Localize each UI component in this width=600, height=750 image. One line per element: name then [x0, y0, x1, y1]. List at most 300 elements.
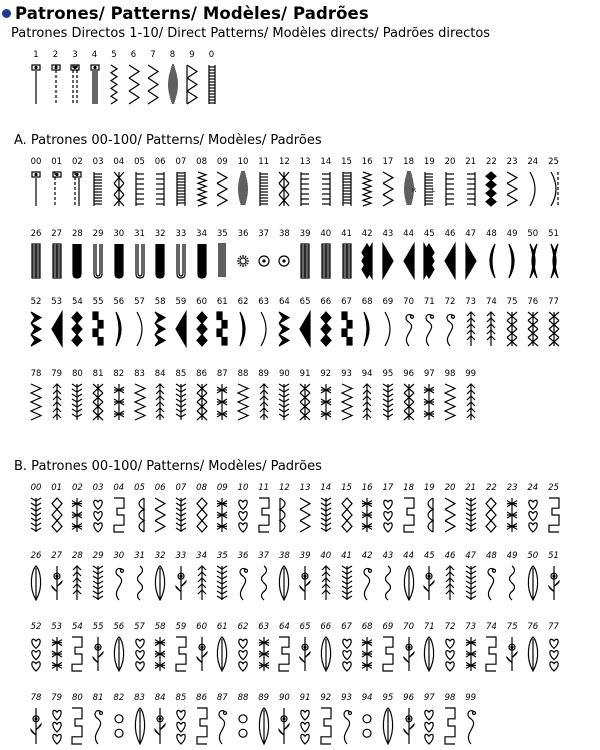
a-stitch-pattern-60-icon [196, 312, 208, 346]
b-stitch-pattern-94-icon [361, 708, 373, 744]
a-stitch-pattern-50-icon [527, 244, 539, 278]
b-stitch-pattern-15-icon [341, 498, 353, 532]
b-pattern-number: 46 [444, 551, 456, 561]
a-stitch-pattern-38-icon [278, 244, 290, 278]
b-pattern-number: 59 [175, 622, 187, 632]
a-stitch-pattern-80-icon [71, 384, 83, 420]
b-pattern-number: 97 [423, 693, 435, 703]
a-pattern-number: 16 [361, 157, 373, 167]
a-stitch-pattern-76-icon [527, 312, 539, 346]
a-stitch-pattern-36-icon [237, 244, 249, 278]
b-stitch-pattern-06-icon [154, 498, 166, 532]
b-stitch-pattern-56-icon [113, 637, 125, 671]
a-pattern-number: 01 [51, 157, 63, 167]
b-stitch-pattern-90-icon [278, 708, 290, 744]
a-pattern-number: 53 [51, 297, 63, 307]
a-stitch-pattern-41-icon [341, 244, 353, 278]
b-pattern-number: 94 [361, 693, 373, 703]
a-stitch-pattern-68-icon [361, 312, 373, 346]
b-pattern-number: 61 [216, 622, 228, 632]
b-pattern-number: 37 [258, 551, 270, 561]
b-stitch-pattern-18-icon [403, 498, 415, 532]
a-stitch-pattern-82-icon [113, 384, 125, 420]
a-stitch-pattern-06-icon [154, 172, 166, 206]
a-stitch-pattern-33-icon [175, 244, 187, 278]
b-pattern-number: 27 [51, 551, 63, 561]
a-pattern-number: 95 [382, 369, 394, 379]
b-stitch-pattern-97-icon [423, 708, 435, 744]
a-pattern-number: 81 [92, 369, 104, 379]
b-pattern-number: 04 [113, 483, 125, 493]
a-stitch-pattern-16-icon [361, 172, 373, 206]
a-stitch-pattern-31-icon [134, 244, 146, 278]
a-stitch-pattern-75-icon [506, 312, 518, 346]
b-stitch-pattern-46-icon [444, 566, 456, 600]
b-stitch-pattern-61-icon [216, 637, 228, 671]
a-pattern-number: 19 [423, 157, 435, 167]
a-stitch-pattern-45-icon [423, 244, 435, 278]
b-stitch-pattern-68-icon [361, 637, 373, 671]
a-stitch-pattern-54-icon [71, 312, 83, 346]
a-pattern-number: 49 [506, 229, 518, 239]
b-pattern-number: 98 [444, 693, 456, 703]
b-pattern-number: 51 [548, 551, 559, 561]
a-pattern-number: 48 [485, 229, 497, 239]
b-stitch-pattern-45-icon [423, 566, 435, 600]
title-row [0, 2, 369, 24]
a-pattern-number: 39 [299, 229, 311, 239]
a-stitch-pattern-53-icon [51, 312, 63, 346]
b-stitch-pattern-01-icon [51, 498, 63, 532]
b-stitch-pattern-32-icon [154, 566, 166, 600]
a-pattern-number: 42 [361, 229, 373, 239]
a-pattern-number: 25 [548, 157, 559, 167]
a-stitch-pattern-61-icon [216, 312, 228, 346]
b-stitch-pattern-85-icon [175, 708, 187, 744]
direct-stitch-pattern-3-icon [69, 65, 81, 104]
a-pattern-number: 45 [423, 229, 435, 239]
a-stitch-pattern-83-icon [134, 384, 146, 420]
b-pattern-number: 58 [154, 622, 166, 632]
a-stitch-pattern-77-icon [548, 312, 560, 346]
b-pattern-number: 39 [299, 551, 311, 561]
b-stitch-pattern-43-icon [382, 566, 394, 600]
a-pattern-number: 08 [196, 157, 207, 167]
a-stitch-pattern-47-icon [465, 244, 477, 278]
a-pattern-number: 71 [423, 297, 435, 307]
b-stitch-pattern-82-icon [113, 708, 125, 744]
a-pattern-number: 07 [175, 157, 187, 167]
a-pattern-number: 73 [465, 297, 477, 307]
a-stitch-pattern-11-icon [258, 172, 270, 206]
a-pattern-number: 47 [465, 229, 477, 239]
a-pattern-number: 82 [113, 369, 125, 379]
b-stitch-pattern-79-icon [51, 708, 63, 744]
b-stitch-pattern-99-icon [465, 708, 477, 744]
a-pattern-number: 12 [278, 157, 290, 167]
a-pattern-number: 83 [134, 369, 145, 379]
b-stitch-pattern-63-icon [258, 637, 270, 671]
b-pattern-number: 52 [30, 622, 42, 632]
b-stitch-pattern-11-icon [258, 498, 270, 532]
a-pattern-number: 28 [71, 229, 83, 239]
b-stitch-pattern-16-icon [361, 498, 373, 532]
a-pattern-number: 35 [216, 229, 228, 239]
b-stitch-pattern-59-icon [175, 637, 187, 671]
direct-stitch-pattern-2-icon [50, 65, 62, 104]
b-pattern-number: 07 [175, 483, 187, 493]
a-stitch-pattern-97-icon [423, 384, 435, 420]
b-stitch-pattern-83-icon [134, 708, 146, 744]
a-stitch-pattern-32-icon [154, 244, 166, 278]
a-stitch-pattern-49-icon [506, 244, 518, 278]
b-stitch-pattern-22-icon [485, 498, 497, 532]
a-stitch-pattern-39-icon [299, 244, 311, 278]
a-stitch-pattern-59-icon [175, 312, 187, 346]
a-pattern-number: 14 [320, 157, 332, 167]
b-stitch-pattern-54-icon [71, 637, 83, 671]
a-pattern-number: 51 [548, 229, 559, 239]
a-pattern-number: 56 [113, 297, 125, 307]
b-stitch-pattern-58-icon [154, 637, 166, 671]
b-pattern-number: 69 [382, 622, 394, 632]
a-pattern-number: 55 [92, 297, 104, 307]
b-pattern-number: 05 [134, 483, 145, 493]
b-pattern-number: 41 [341, 551, 352, 561]
b-pattern-number: 64 [278, 622, 290, 632]
a-pattern-number: 17 [382, 157, 394, 167]
b-stitch-pattern-28-icon [71, 566, 83, 600]
b-pattern-number: 55 [92, 622, 104, 632]
b-stitch-pattern-05-icon [134, 498, 146, 532]
b-stitch-pattern-92-icon [320, 708, 332, 744]
a-pattern-number: 79 [51, 369, 63, 379]
a-stitch-pattern-21-icon [465, 172, 477, 206]
b-stitch-pattern-60-icon [196, 637, 208, 671]
a-stitch-pattern-01-icon [51, 172, 63, 206]
a-stitch-pattern-73-icon [465, 312, 477, 346]
b-pattern-number: 17 [382, 483, 394, 493]
a-pattern-number: 57 [134, 297, 145, 307]
a-pattern-number: 05 [134, 157, 145, 167]
b-stitch-pattern-07-icon [175, 498, 187, 532]
a-stitch-pattern-51-icon [548, 244, 560, 278]
b-stitch-pattern-20-icon [444, 498, 456, 532]
direct-pattern-number: 6 [130, 50, 137, 60]
b-pattern-number: 54 [71, 622, 83, 632]
b-stitch-pattern-02-icon [71, 498, 83, 532]
b-stitch-pattern-98-icon [444, 708, 456, 744]
b-stitch-pattern-25-icon [548, 498, 560, 532]
a-stitch-pattern-05-icon [134, 172, 146, 206]
direct-stitch-pattern-6-icon [128, 65, 140, 104]
section-b-heading: B. Patrones 00-100/ Patterns/ Modèles/ Padrões [14, 459, 322, 474]
a-stitch-pattern-84-icon [154, 384, 166, 420]
b-pattern-number: 26 [30, 551, 42, 561]
b-pattern-number: 14 [320, 483, 332, 493]
b-stitch-pattern-96-icon [403, 708, 415, 744]
direct-pattern-number: 7 [150, 50, 156, 60]
a-stitch-pattern-02-icon [71, 172, 83, 206]
b-pattern-number: 23 [506, 483, 518, 493]
direct-pattern-number: 0 [208, 50, 215, 60]
b-stitch-pattern-48-icon [485, 566, 497, 600]
b-stitch-pattern-86-icon [196, 708, 208, 744]
b-pattern-number: 93 [341, 693, 352, 703]
b-pattern-number: 85 [175, 693, 187, 703]
a-pattern-number: 41 [341, 229, 352, 239]
b-pattern-number: 18 [403, 483, 414, 493]
a-stitch-pattern-35-icon [216, 244, 228, 278]
a-stitch-pattern-89-icon [258, 384, 270, 420]
b-pattern-number: 43 [382, 551, 394, 561]
a-pattern-number: 89 [258, 369, 270, 379]
b-pattern-number: 83 [134, 693, 145, 703]
b-stitch-pattern-89-icon [258, 708, 270, 744]
b-pattern-number: 20 [444, 483, 456, 493]
a-stitch-pattern-07-icon [175, 172, 187, 206]
b-pattern-number: 30 [113, 551, 125, 561]
b-pattern-number: 25 [548, 483, 559, 493]
a-stitch-pattern-62-icon [237, 312, 249, 346]
b-pattern-number: 72 [444, 622, 456, 632]
b-pattern-number: 34 [196, 551, 207, 561]
b-stitch-pattern-03-icon [92, 498, 104, 532]
direct-pattern-number: 9 [189, 50, 195, 60]
b-stitch-pattern-74-icon [485, 637, 497, 671]
b-stitch-pattern-35-icon [216, 566, 228, 600]
a-pattern-number: 23 [506, 157, 518, 167]
a-pattern-number: 43 [382, 229, 394, 239]
b-pattern-number: 70 [403, 622, 414, 632]
a-pattern-number: 64 [278, 297, 290, 307]
b-stitch-pattern-66-icon [320, 637, 332, 671]
a-pattern-number: 70 [403, 297, 414, 307]
b-stitch-pattern-14-icon [320, 498, 332, 532]
a-pattern-number: 10 [237, 157, 249, 167]
direct-pattern-number: 1 [33, 50, 39, 60]
a-pattern-number: 76 [527, 297, 539, 307]
b-pattern-number: 82 [113, 693, 125, 703]
a-stitch-pattern-99-icon [465, 384, 477, 420]
b-stitch-pattern-12-icon [278, 498, 290, 532]
b-pattern-number: 13 [299, 483, 311, 493]
a-stitch-pattern-94-icon [361, 384, 373, 420]
b-stitch-pattern-50-icon [527, 566, 539, 600]
a-stitch-pattern-95-icon [382, 384, 394, 420]
a-pattern-number: 37 [258, 229, 270, 239]
b-pattern-number: 29 [92, 551, 104, 561]
b-pattern-number: 22 [485, 483, 497, 493]
a-stitch-pattern-85-icon [175, 384, 187, 420]
b-pattern-number: 79 [51, 693, 63, 703]
a-stitch-pattern-98-icon [444, 384, 456, 420]
a-stitch-pattern-28-icon [71, 244, 83, 278]
b-stitch-pattern-78-icon [30, 708, 42, 744]
a-stitch-pattern-92-icon [320, 384, 332, 420]
b-pattern-number: 42 [361, 551, 373, 561]
b-stitch-pattern-42-icon [361, 566, 373, 600]
b-stitch-pattern-41-icon [341, 566, 353, 600]
b-stitch-pattern-75-icon [506, 637, 518, 671]
a-stitch-pattern-58-icon [154, 312, 166, 346]
b-pattern-number: 65 [299, 622, 311, 632]
a-stitch-pattern-52-icon [30, 312, 42, 346]
direct-pattern-number: 8 [169, 50, 176, 60]
b-stitch-pattern-80-icon [71, 708, 83, 744]
b-pattern-number: 84 [154, 693, 166, 703]
b-pattern-number: 71 [423, 622, 435, 632]
b-pattern-number: 03 [92, 483, 104, 493]
direct-stitch-pattern-1-icon [30, 65, 42, 104]
a-pattern-number: 09 [216, 157, 228, 167]
b-stitch-pattern-27-icon [51, 566, 63, 600]
a-pattern-number: 02 [71, 157, 83, 167]
b-stitch-pattern-69-icon [382, 637, 394, 671]
a-stitch-pattern-26-icon [30, 244, 42, 278]
a-stitch-pattern-18-icon [403, 172, 415, 206]
b-pattern-number: 40 [320, 551, 332, 561]
a-stitch-pattern-22-icon [485, 172, 497, 206]
direct-patterns-heading: Patrones Directos 1-10/ Direct Patterns/ Modèles directs/ Padrões directos [11, 26, 491, 41]
b-stitch-pattern-73-icon [465, 637, 477, 671]
b-pattern-number: 06 [154, 483, 166, 493]
b-stitch-pattern-52-icon [30, 637, 42, 671]
b-pattern-number: 33 [175, 551, 187, 561]
page-title: Patrones/ Patterns/ Modèles/ Padrões [15, 3, 369, 23]
b-stitch-pattern-39-icon [299, 566, 311, 600]
a-pattern-number: 20 [444, 157, 456, 167]
b-pattern-number: 88 [237, 693, 249, 703]
b-pattern-number: 11 [258, 483, 270, 493]
a-pattern-number: 91 [299, 369, 311, 379]
b-pattern-number: 10 [237, 483, 249, 493]
a-stitch-pattern-12-icon [278, 172, 290, 206]
b-stitch-pattern-57-icon [134, 637, 146, 671]
b-stitch-pattern-34-icon [196, 566, 208, 600]
a-pattern-number: 93 [341, 369, 352, 379]
b-stitch-pattern-71-icon [423, 637, 435, 671]
a-pattern-number: 11 [258, 157, 270, 167]
b-stitch-pattern-64-icon [278, 637, 290, 671]
b-stitch-pattern-53-icon [51, 637, 63, 671]
a-stitch-pattern-64-icon [278, 312, 290, 346]
a-stitch-pattern-43-icon [382, 244, 394, 278]
a-stitch-pattern-65-icon [299, 312, 311, 346]
b-pattern-number: 48 [485, 551, 497, 561]
b-stitch-pattern-04-icon [113, 498, 125, 532]
b-pattern-number: 24 [527, 483, 539, 493]
direct-stitch-pattern-8-icon [167, 65, 179, 104]
direct-stitch-pattern-7-icon [147, 65, 159, 104]
a-stitch-pattern-91-icon [299, 384, 311, 420]
a-pattern-number: 46 [444, 229, 456, 239]
b-stitch-pattern-62-icon [237, 637, 249, 671]
a-stitch-pattern-03-icon [92, 172, 104, 206]
b-stitch-pattern-19-icon [423, 498, 435, 532]
b-pattern-number: 50 [527, 551, 539, 561]
glyph-mark-label: R [411, 187, 416, 194]
b-stitch-pattern-76-icon [527, 637, 539, 671]
a-pattern-number: 26 [30, 229, 42, 239]
b-stitch-pattern-91-icon [299, 708, 311, 744]
direct-pattern-number: 5 [111, 50, 117, 60]
b-pattern-number: 80 [71, 693, 83, 703]
a-stitch-pattern-10-icon [237, 172, 249, 206]
a-pattern-number: 32 [154, 229, 166, 239]
a-stitch-pattern-56-icon [113, 312, 125, 346]
b-stitch-pattern-10-icon [237, 498, 249, 532]
a-stitch-pattern-90-icon [278, 384, 290, 420]
b-stitch-pattern-17-icon [382, 498, 394, 532]
b-pattern-number: 12 [278, 483, 290, 493]
bullet-icon [2, 9, 11, 18]
a-stitch-pattern-23-icon [506, 172, 518, 206]
section-a-heading: A. Patrones 00-100/ Patterns/ Modèles/ Padrões [14, 133, 322, 148]
a-pattern-number: 92 [320, 369, 332, 379]
b-pattern-number: 47 [465, 551, 477, 561]
a-pattern-number: 36 [237, 229, 249, 239]
b-stitch-pattern-38-icon [278, 566, 290, 600]
a-pattern-number: 84 [154, 369, 166, 379]
a-pattern-number: 80 [71, 369, 83, 379]
b-pattern-number: 92 [320, 693, 332, 703]
b-stitch-pattern-36-icon [237, 566, 249, 600]
b-stitch-pattern-70-icon [403, 637, 415, 671]
a-pattern-number: 15 [341, 157, 352, 167]
a-stitch-pattern-87-icon [216, 384, 228, 420]
b-pattern-number: 81 [92, 693, 104, 703]
b-pattern-number: 15 [341, 483, 352, 493]
a-pattern-number: 60 [196, 297, 207, 307]
b-pattern-number: 95 [382, 693, 394, 703]
b-pattern-number: 09 [216, 483, 228, 493]
a-stitch-pattern-34-icon [196, 244, 208, 278]
b-pattern-number: 63 [258, 622, 270, 632]
a-pattern-number: 69 [382, 297, 394, 307]
b-pattern-number: 77 [548, 622, 559, 632]
b-stitch-pattern-31-icon [134, 566, 146, 600]
a-stitch-pattern-44-icon [403, 244, 415, 278]
a-pattern-number: 99 [465, 369, 477, 379]
a-stitch-pattern-66-icon [320, 312, 332, 346]
a-pattern-number: 74 [485, 297, 497, 307]
b-pattern-number: 91 [299, 693, 311, 703]
a-pattern-number: 97 [423, 369, 435, 379]
b-pattern-number: 28 [71, 551, 83, 561]
a-pattern-number: 77 [548, 297, 559, 307]
b-stitch-pattern-77-icon [548, 637, 560, 671]
a-pattern-number: 31 [134, 229, 145, 239]
b-pattern-number: 75 [506, 622, 518, 632]
b-pattern-number: 76 [527, 622, 539, 632]
b-stitch-pattern-00-icon [30, 498, 42, 532]
b-stitch-pattern-23-icon [506, 498, 518, 532]
b-pattern-number: 62 [237, 622, 249, 632]
a-pattern-number: 75 [506, 297, 518, 307]
a-pattern-number: 59 [175, 297, 187, 307]
b-pattern-number: 67 [341, 622, 352, 632]
b-pattern-number: 66 [320, 622, 332, 632]
a-pattern-number: 44 [403, 229, 414, 239]
b-pattern-number: 32 [154, 551, 166, 561]
b-stitch-pattern-84-icon [154, 708, 166, 744]
a-stitch-pattern-13-icon [299, 172, 311, 206]
b-pattern-number: 89 [258, 693, 270, 703]
a-stitch-pattern-46-icon [444, 244, 456, 278]
b-stitch-pattern-09-icon [216, 498, 228, 532]
b-pattern-number: 38 [278, 551, 290, 561]
